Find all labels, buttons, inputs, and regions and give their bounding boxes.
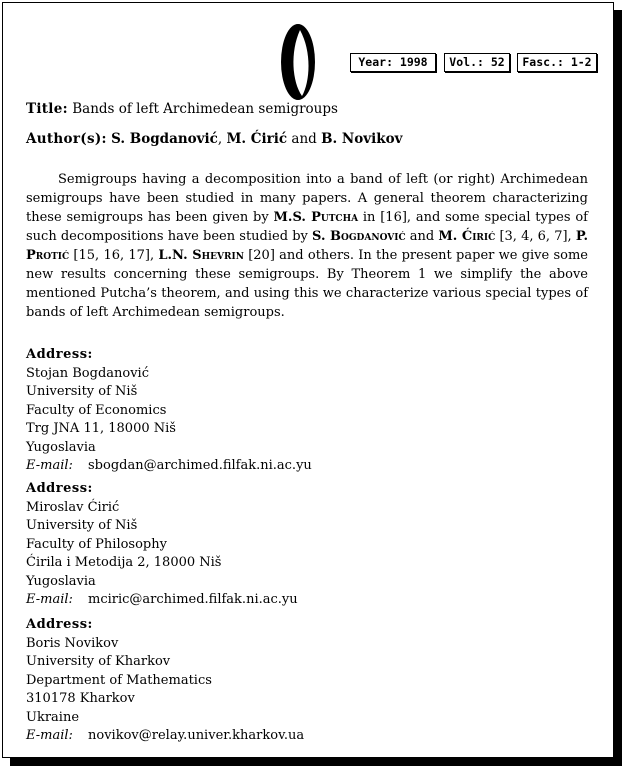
- address-line: Boris Novikov: [26, 635, 119, 651]
- author-name: B. Novikov: [321, 131, 403, 147]
- address-line: University of Niš: [26, 518, 138, 533]
- abstract-text: [20] and others. In the present paper we give some new results concerning these semigroups. By Theorem 1 we simplify the above mentioned Putcha’s theorem, and using this we characterize various special types of bands of left Archimedean semigroups.: [26, 248, 588, 320]
- address-block: [26, 616, 304, 746]
- author-name: S. Bogdanović: [111, 131, 218, 147]
- email-label: E-mail:: [26, 592, 73, 607]
- author-separator: ,: [217, 131, 227, 147]
- year-text: Year: 1998: [358, 55, 428, 69]
- title-line: [26, 101, 338, 117]
- address-line: Miroslav Ćirić: [26, 499, 120, 515]
- paper-title: Bands of left Archimedean semigroups: [72, 101, 338, 117]
- year-badge: [350, 53, 436, 72]
- email-address[interactable]: sbogdan@archimed.filfak.ni.ac.yu: [88, 458, 312, 473]
- address-heading: Address:: [26, 617, 93, 632]
- authors-label: Author(s):: [26, 131, 107, 147]
- abstract-text: [3, 4, 6, 7],: [495, 229, 576, 244]
- author-separator: and: [287, 131, 322, 147]
- title-label: Title:: [26, 101, 68, 117]
- address-heading: Address:: [26, 347, 93, 362]
- cited-author: S. Bogdanović: [312, 229, 406, 244]
- authors-line: [26, 131, 402, 147]
- cited-author: M. Ćirić: [438, 229, 496, 244]
- author-name: M. Ćirić: [226, 131, 288, 147]
- address-line: University of Kharkov: [26, 654, 171, 669]
- abstract-text: Semigroups having a decomposition into a band of left (or right) Archimedean semigroups have been studied in many papers. A general theorem characterizing these semigroups has been given by: [26, 172, 588, 225]
- address-line: Faculty of Economics: [26, 402, 167, 418]
- address-line: 310178 Kharkov: [26, 691, 135, 706]
- cited-author: L.N. Shevrin: [158, 248, 244, 263]
- frame-shadow-bottom: [10, 758, 622, 766]
- address-line: Yugoslavia: [26, 573, 96, 589]
- email-address[interactable]: mciric@archimed.filfak.ni.ac.yu: [88, 592, 298, 607]
- address-line: Ćirila i Metodija 2, 18000 Niš: [26, 555, 222, 570]
- abstract-text: in [16], and some special types of such decompositions have been studied by: [26, 210, 588, 244]
- email-label: E-mail:: [26, 728, 73, 743]
- abstract-text: and: [405, 229, 439, 244]
- fascicle-badge: [517, 53, 597, 72]
- address-line: Trg JNA 11, 18000 Niš: [26, 421, 176, 436]
- address-line: University of Niš: [26, 384, 138, 399]
- address-block: [26, 480, 298, 610]
- email-line: [26, 727, 304, 746]
- email-address[interactable]: novikov@relay.univer.kharkov.ua: [88, 728, 305, 743]
- address-line: Yugoslavia: [26, 439, 96, 455]
- email-label: E-mail:: [26, 458, 73, 473]
- address-line: Stojan Bogdanović: [26, 365, 149, 381]
- address-heading: Address:: [26, 481, 93, 496]
- abstract-text: [15, 16, 17],: [69, 248, 159, 263]
- journal-logo-icon: [278, 22, 318, 102]
- email-line: [26, 591, 298, 610]
- frame-shadow-right: [614, 10, 622, 766]
- volume-badge: [444, 53, 510, 72]
- cited-author: P. Protić: [26, 229, 589, 263]
- email-line: [26, 457, 312, 476]
- abstract-paragraph: [26, 170, 588, 322]
- fascicle-text: Fasc.: 1-2: [522, 55, 592, 69]
- address-block: [26, 346, 312, 476]
- volume-text: Vol.: 52: [449, 55, 505, 69]
- address-line: Department of Mathematics: [26, 672, 212, 688]
- address-line: Ukraine: [26, 709, 80, 725]
- cited-author: M.S. Putcha: [273, 210, 359, 225]
- address-line: Faculty of Philosophy: [26, 536, 167, 552]
